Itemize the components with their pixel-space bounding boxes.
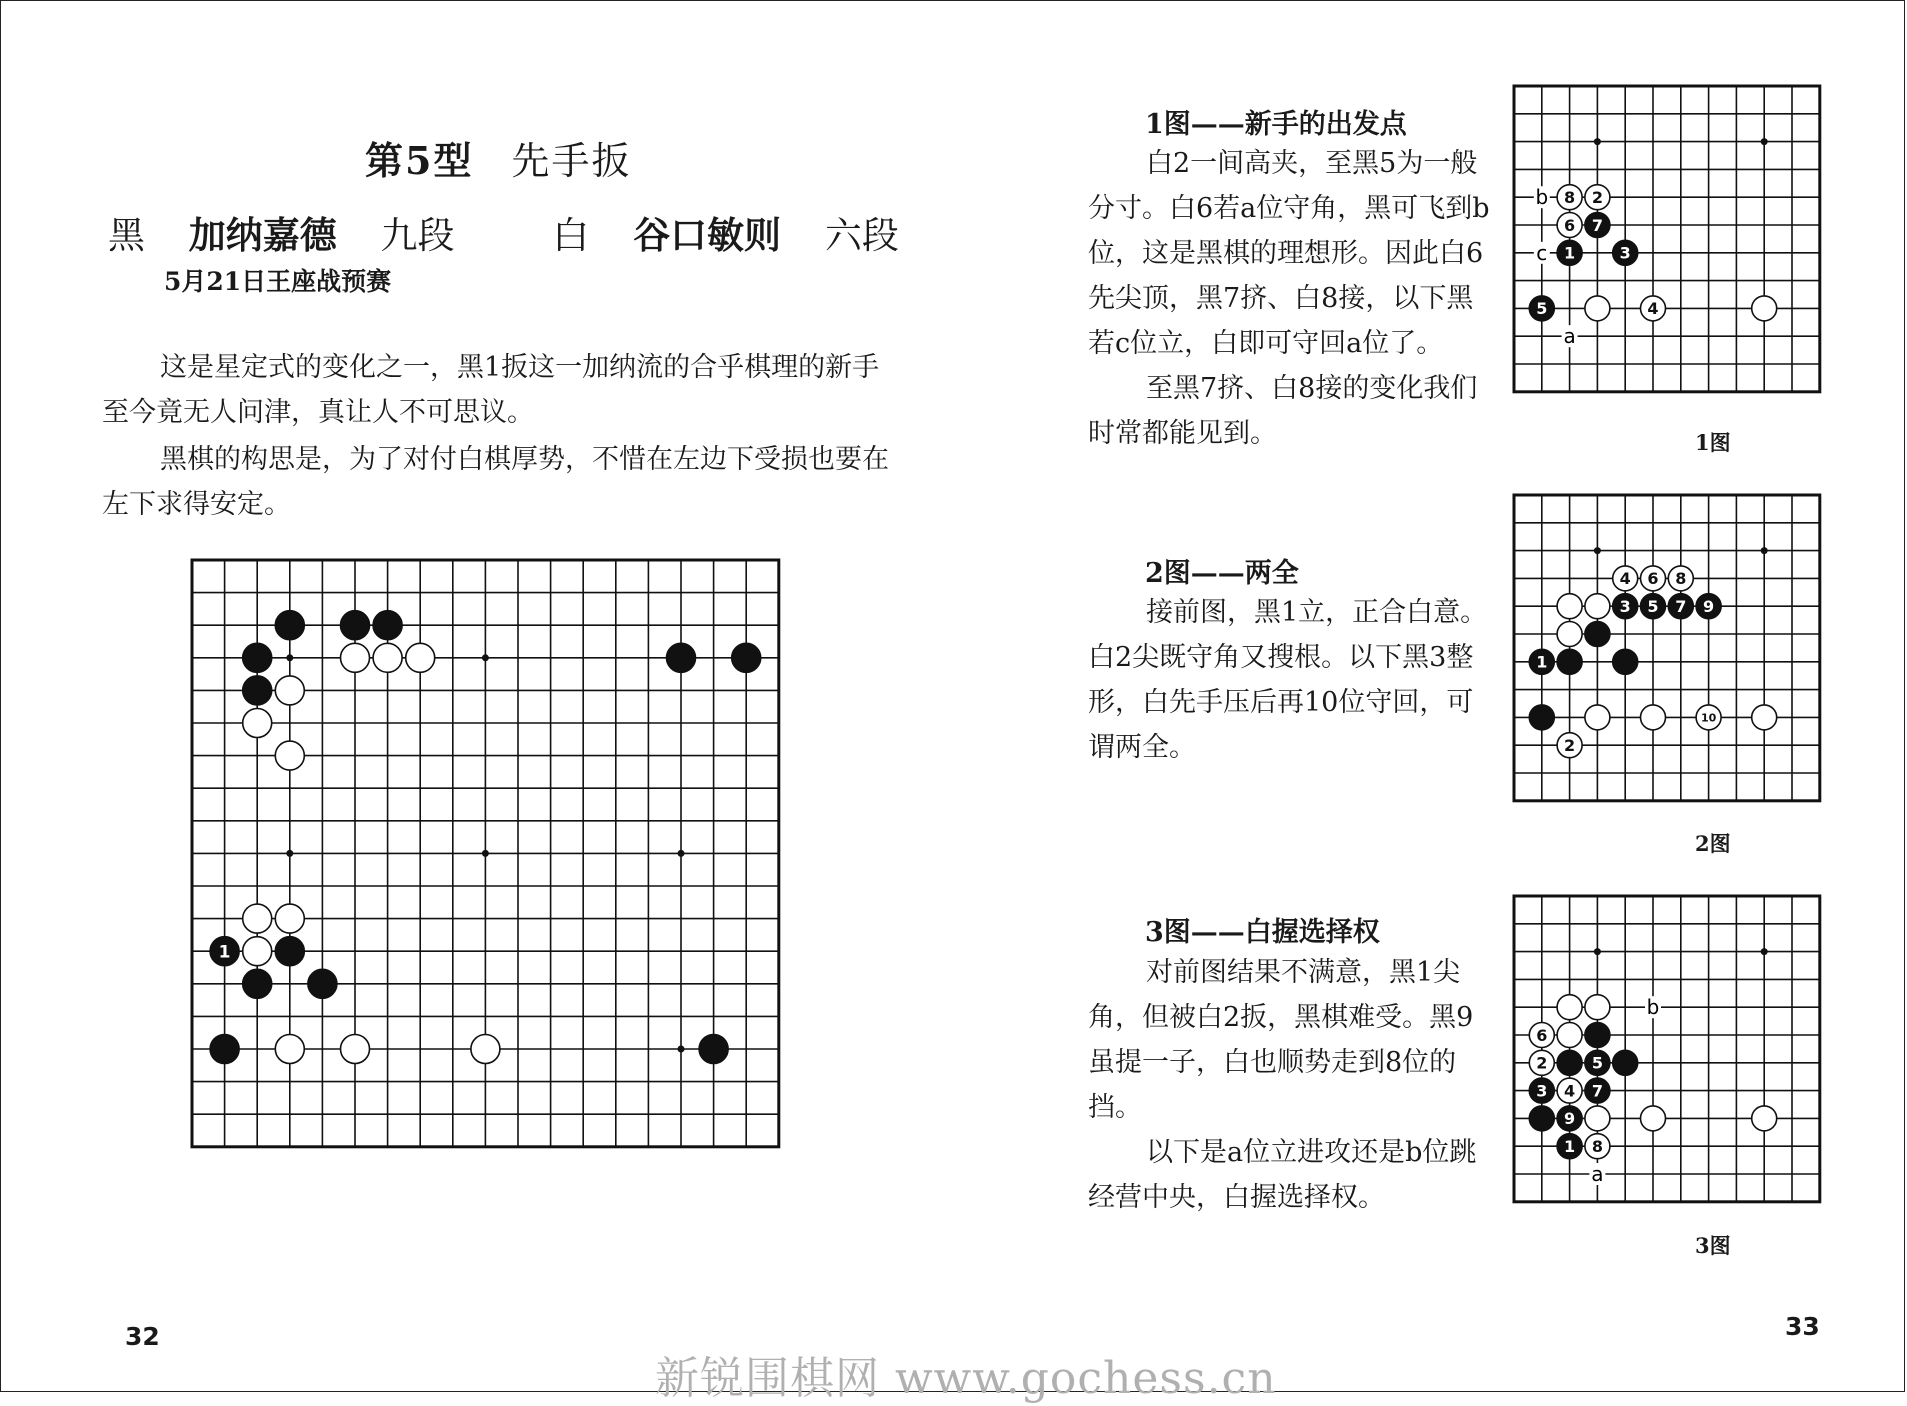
move-number: 7 (1675, 596, 1687, 616)
move-number: 3 (1619, 243, 1631, 263)
white-stone (341, 643, 370, 672)
move-number: 8 (1591, 1136, 1603, 1156)
white-stone (275, 741, 304, 770)
white-stone (373, 643, 402, 672)
diagram-1-board (1514, 86, 1836, 416)
white-stone (1585, 705, 1610, 730)
diagram-1-text (1088, 141, 1498, 456)
white-stone (1752, 1106, 1777, 1131)
move-number: 2 (1591, 187, 1603, 207)
white-stone (1585, 296, 1610, 321)
page-number-right: 33 (1785, 1312, 1820, 1341)
move-number: 4 (1647, 299, 1659, 319)
black-prefix: 黑 (108, 214, 145, 257)
diagram-3-label: 3图 (1695, 1233, 1731, 1258)
star-point (1761, 547, 1768, 554)
white-stone (406, 643, 435, 672)
position-mark: b (1535, 185, 1549, 210)
diagram-1-paragraph: 白2一间高夹，至黑5为一般分寸。白6若a位守角，黑可飞到b位，这是黑棋的理想形。因此白6先尖顶，黑7挤、白8接，以下黑若c位立，白即可守回a位了。 (1088, 148, 1490, 359)
white-stone (1752, 296, 1777, 321)
diagram-1-heading: 1图——新手的出发点 (1145, 109, 1407, 140)
position-mark: a (1591, 1162, 1604, 1186)
position-mark: c (1536, 240, 1548, 265)
white-stone (275, 904, 304, 933)
white-stone (1585, 1106, 1610, 1131)
black-stone (243, 676, 272, 705)
move-number: 9 (1703, 596, 1715, 616)
move-number: 4 (1564, 1081, 1576, 1101)
star-point (1594, 547, 1601, 554)
black-stone (1557, 649, 1582, 674)
black-player-rank: 九段 (380, 214, 455, 257)
move-number: 5 (1647, 596, 1659, 616)
grid-lines (1514, 896, 1820, 1202)
black-stone (275, 937, 304, 966)
move-number: 7 (1591, 215, 1603, 235)
black-stone (210, 1035, 239, 1064)
diagram-3-board (1514, 896, 1836, 1218)
white-stone (471, 1035, 500, 1064)
white-stone (1585, 594, 1610, 619)
diagram-2-board (1514, 495, 1836, 817)
white-player-name: 谷口敏则 (633, 213, 782, 257)
move-number: 6 (1647, 569, 1659, 589)
black-stone (373, 611, 402, 640)
star-point (1594, 948, 1601, 955)
player-line (108, 205, 899, 259)
board-edge (1514, 86, 1820, 392)
move-number: 2 (1536, 1053, 1548, 1073)
move-number: 3 (1536, 1081, 1548, 1101)
white-stone (275, 1035, 304, 1064)
diagram-2-paragraph: 接前图，黑1立，正合白意。白2尖既守角又搜根。以下黑3整形，白先手压后再10位守回，可谓两全。 (1088, 597, 1488, 763)
page-title: 第5型 先手扳 (365, 138, 632, 183)
move-number: 8 (1564, 187, 1576, 207)
event-line: 5月21日王座战预赛 (164, 267, 392, 296)
move-number: 10 (1700, 711, 1717, 725)
white-stone (1641, 1106, 1666, 1131)
move-number: 1 (1564, 1136, 1576, 1156)
white-stone (1557, 1023, 1582, 1048)
star-point (678, 1046, 685, 1053)
move-number: 6 (1536, 1025, 1548, 1045)
white-player-rank: 六段 (824, 214, 899, 257)
white-stone (243, 709, 272, 738)
black-stone (1529, 1106, 1554, 1131)
move-number: 1 (1536, 652, 1548, 672)
diagram-2-heading: 2图——两全 (1145, 558, 1299, 589)
move-number: 3 (1619, 596, 1631, 616)
black-stone (1613, 1050, 1638, 1075)
star-point (1594, 138, 1601, 145)
star-point (482, 850, 489, 857)
move-number: 2 (1564, 735, 1576, 755)
star-point (482, 654, 489, 661)
diagram-2-label: 2图 (1695, 831, 1731, 856)
intro-paragraph: 黑棋的构思是，为了对付白棋厚势，不惜在左边下受损也要在左下求得安定。 (102, 444, 889, 520)
black-stone (1557, 1050, 1582, 1075)
move-number: 7 (1591, 1081, 1603, 1101)
diagram-1-label: 1图 (1695, 430, 1731, 455)
board-edge (1514, 495, 1820, 801)
black-stone (1529, 705, 1554, 730)
board-edge (1514, 896, 1820, 1202)
star-point (678, 850, 685, 857)
star-point (1761, 948, 1768, 955)
black-stone (699, 1035, 728, 1064)
black-stone (1585, 622, 1610, 647)
watermark: 新锐围棋网 www.gochess.cn (655, 1353, 1277, 1404)
white-stone (243, 937, 272, 966)
black-stone (243, 969, 272, 998)
move-number: 9 (1564, 1109, 1576, 1129)
white-stone (1585, 995, 1610, 1020)
black-stone (308, 969, 337, 998)
main-board (192, 560, 782, 1158)
diagram-3-heading: 3图——白握选择权 (1145, 917, 1380, 948)
intro-text (102, 345, 902, 529)
white-stone (243, 904, 272, 933)
black-stone (667, 643, 696, 672)
move-number: 6 (1564, 215, 1576, 235)
white-stone (1557, 995, 1582, 1020)
move-number: 1 (218, 942, 231, 963)
white-stone (1752, 705, 1777, 730)
white-stone (1557, 594, 1582, 619)
black-stone (1585, 1023, 1610, 1048)
page-number-left: 32 (125, 1322, 160, 1351)
white-stone (341, 1035, 370, 1064)
grid-lines (1514, 495, 1820, 801)
white-prefix: 白 (552, 214, 590, 257)
white-stone (1557, 622, 1582, 647)
diagram-3-paragraph: 对前图结果不满意，黑1尖角，但被白2扳，黑棋难受。黑9虽提一子，白也顺势走到8位的挡。 (1088, 957, 1474, 1123)
move-number: 8 (1675, 569, 1687, 589)
star-point (286, 654, 293, 661)
star-point (1761, 138, 1768, 145)
diagram-2-text (1088, 590, 1498, 770)
star-point (286, 850, 293, 857)
black-stone (732, 643, 761, 672)
white-stone (275, 676, 304, 705)
move-number: 5 (1591, 1053, 1603, 1073)
black-stone (243, 643, 272, 672)
move-number: 4 (1619, 569, 1631, 589)
move-number: 1 (1564, 243, 1576, 263)
position-mark: b (1646, 995, 1660, 1020)
diagram-1-paragraph: 至黑7挤、白8接的变化我们时常都能见到。 (1088, 373, 1478, 449)
intro-paragraph: 这是星定式的变化之一，黑1扳这一加纳流的合乎棋理的新手至今竟无人问津，真让人不可思议。 (102, 352, 880, 428)
black-stone (275, 611, 304, 640)
move-number: 5 (1536, 299, 1548, 319)
grid-lines (1514, 86, 1820, 392)
black-stone (1613, 649, 1638, 674)
black-player-name: 加纳嘉德 (188, 213, 337, 257)
black-stone (341, 611, 370, 640)
diagram-3-text (1088, 950, 1498, 1220)
white-stone (1641, 705, 1666, 730)
position-mark: a (1563, 324, 1576, 349)
diagram-3-paragraph: 以下是a位立进攻还是b位跳经营中央，白握选择权。 (1088, 1137, 1477, 1213)
